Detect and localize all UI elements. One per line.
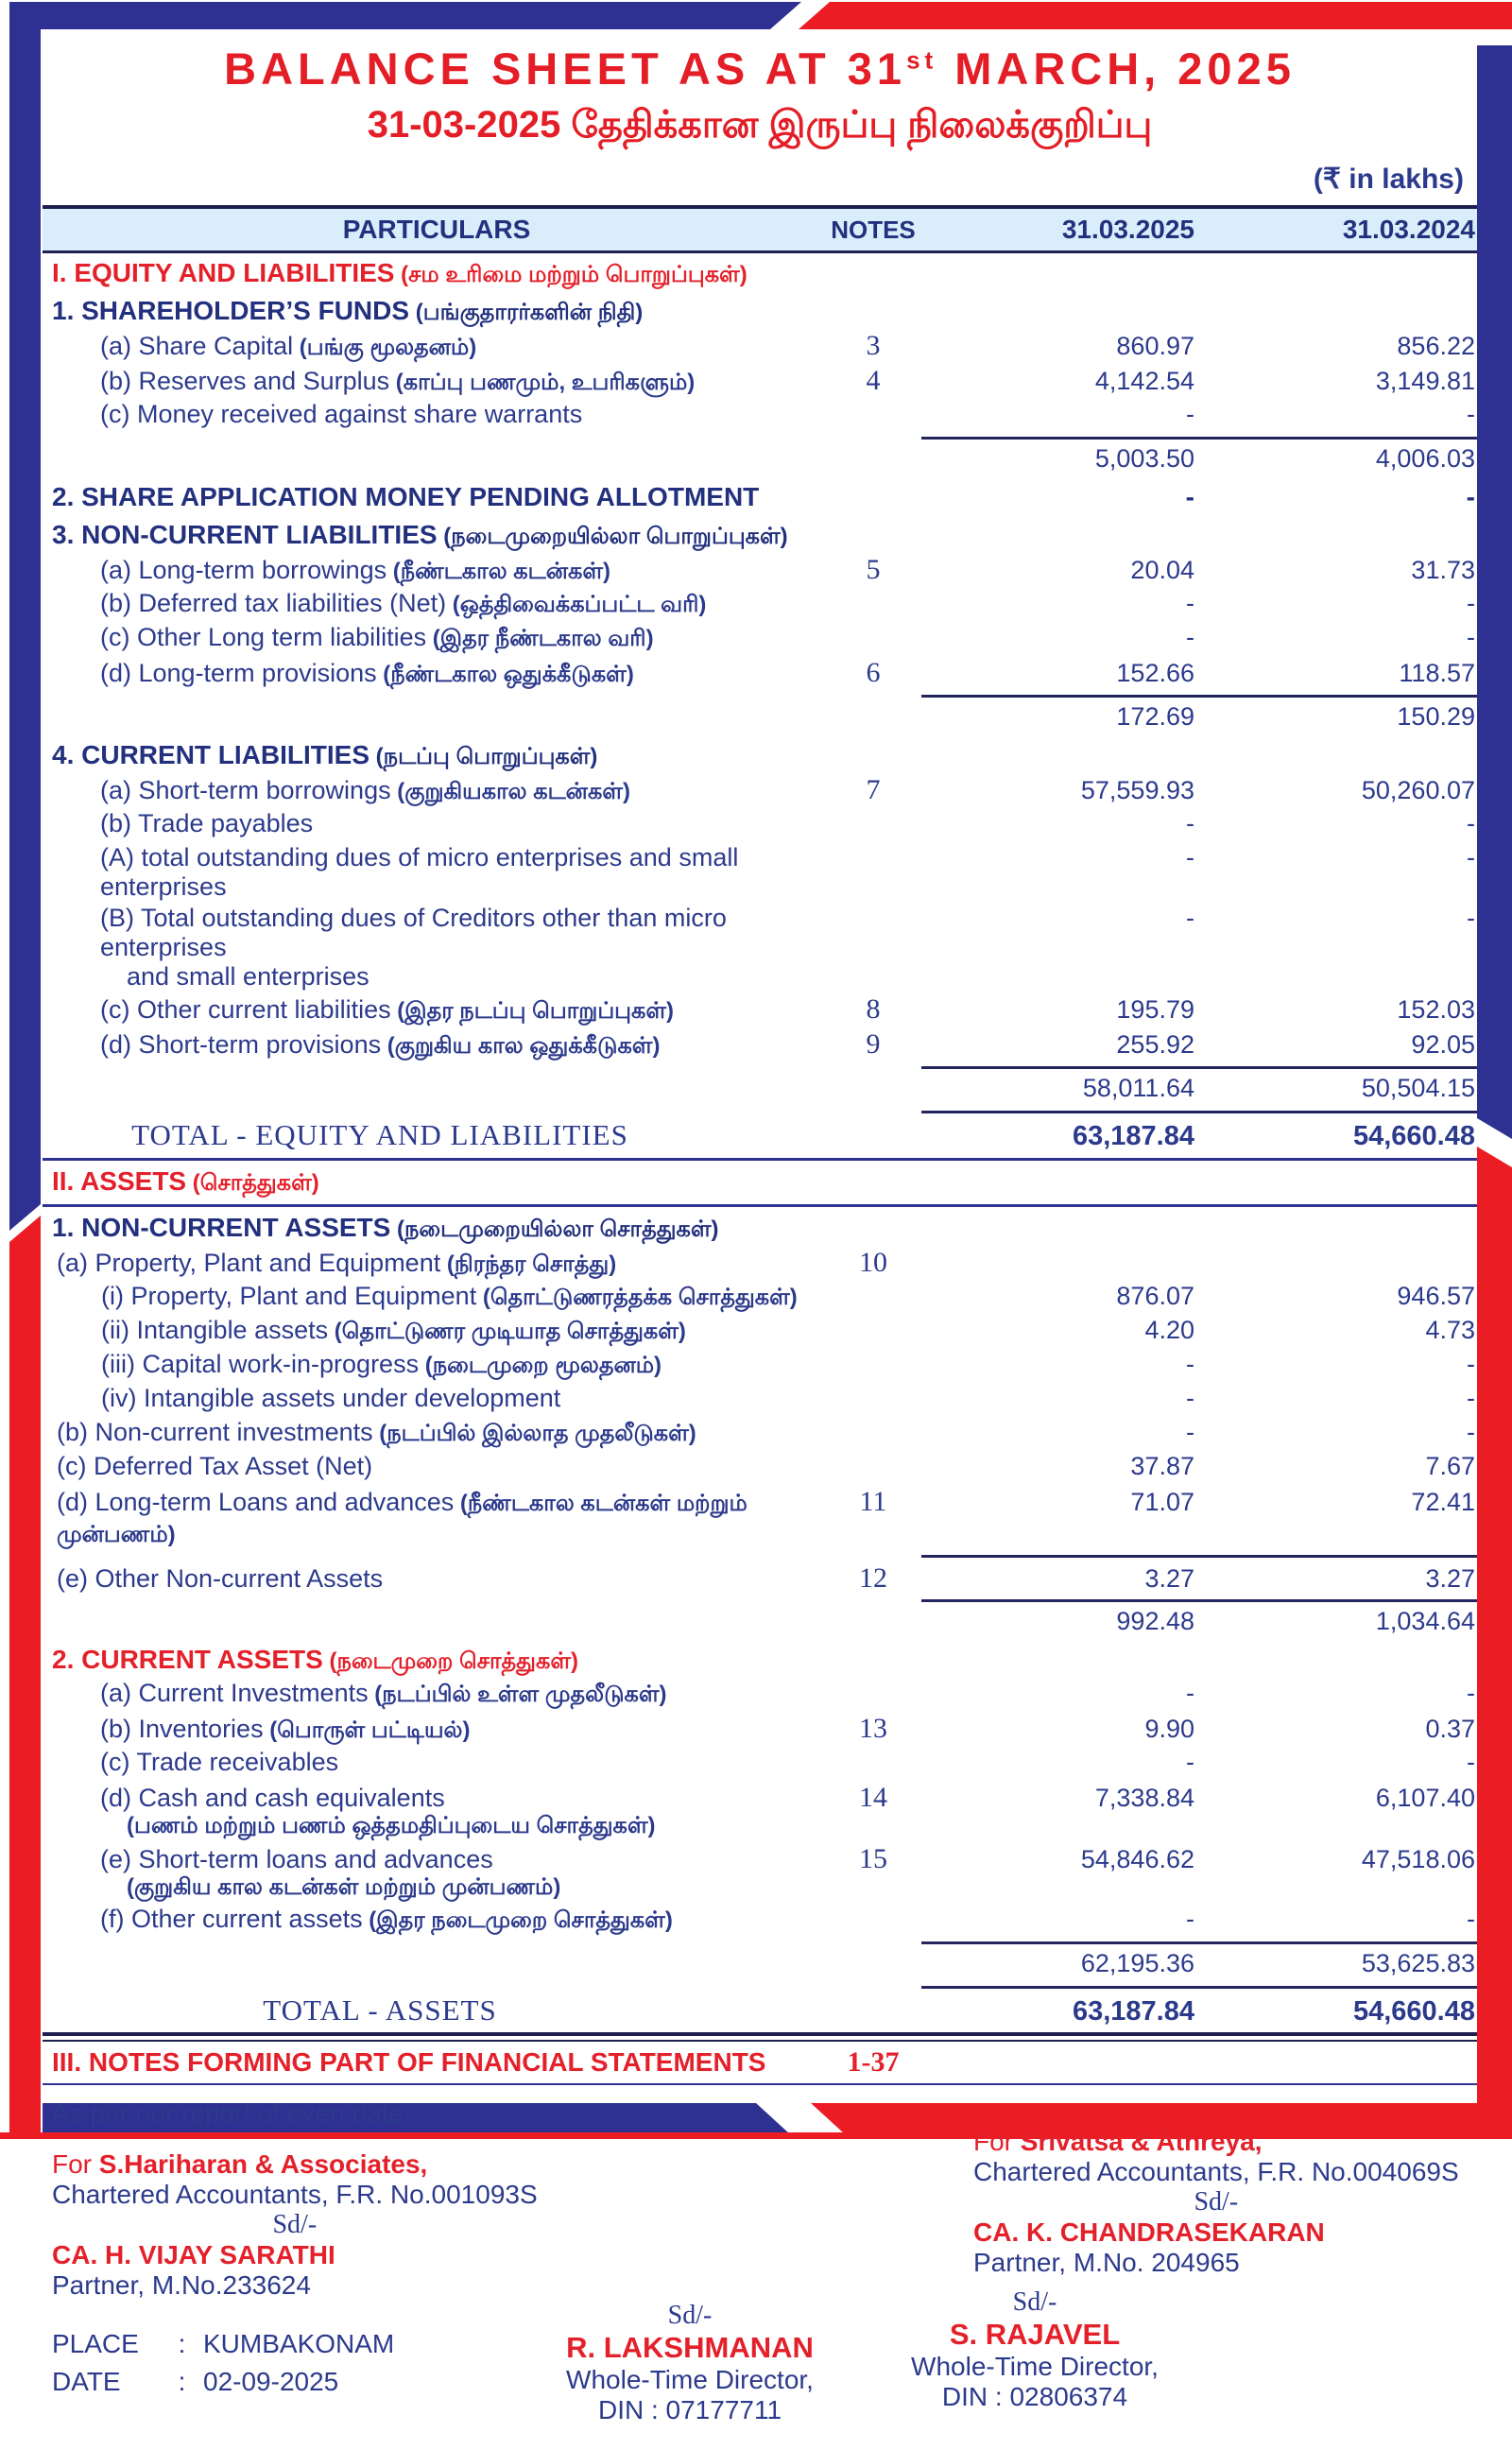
row-value-2024: - [1467, 400, 1475, 428]
place-date-block [52, 2329, 394, 2397]
row-value-2025: 5,003.50 [1094, 444, 1194, 473]
row-note-number: 3 [866, 330, 881, 361]
row-value-2025: - [1186, 809, 1194, 837]
row-value-2025: 71.07 [1130, 1488, 1194, 1516]
row-label: 4. CURRENT LIABILITIES (நடப்பு பொறுப்புகள்) [52, 740, 598, 769]
top-left-navy-band [9, 2, 801, 29]
table-row [43, 1606, 1477, 1640]
row-label: (c) Money received against share warrants [100, 400, 583, 428]
firm-details: Chartered Accountants, F.R. No.004069S [973, 2157, 1459, 2186]
table-header-row [43, 205, 1477, 253]
page-title-tamil: 31-03-2025 தேதிக்கான இருப்பு நிலைக்குறிப்பு [367, 104, 1153, 146]
right-navy-border [1477, 45, 1512, 1139]
date-label: DATE [52, 2367, 121, 2396]
place-value: KUMBAKONAM [203, 2329, 395, 2358]
director-role: Whole-Time Director, [911, 2352, 1159, 2381]
top-right-red-band [799, 2, 1512, 29]
row-value-2024: 4,006.03 [1375, 444, 1475, 473]
row-value-2025: 992.48 [1116, 1607, 1194, 1635]
row-value-2025: 152.66 [1116, 659, 1194, 687]
row-label: I. EQUITY AND LIABILITIES (சம உரிமை மற்றும் பொறுப்புகள்) [52, 258, 747, 287]
auditor-name: CA. H. VIJAY SARATHI [52, 2240, 335, 2269]
row-value-2025: - [1186, 1905, 1194, 1933]
page-title: BALANCE SHEET AS AT 31st MARCH, 2025 [224, 43, 1296, 94]
row-value-2025: 3.27 [1144, 1564, 1194, 1593]
table-row [43, 1383, 1477, 1417]
signature-placeholder: Sd/- [1194, 2187, 1239, 2217]
row-label: (ii) Intangible assets (தொட்டுணர முடியாத சொத்துகள்) [101, 1316, 686, 1344]
director-block-right [846, 2287, 1224, 2412]
auditor-role: Partner, M.No. 204965 [973, 2248, 1240, 2277]
row-value-2025: 9.90 [1144, 1715, 1194, 1743]
row-label: (c) Deferred Tax Asset (Net) [57, 1452, 373, 1480]
row-value-2024: 4.73 [1425, 1316, 1475, 1344]
table-row [43, 295, 1477, 329]
horizontal-rule [921, 1066, 1477, 1069]
table-row [43, 1747, 1477, 1781]
left-red-border [9, 1216, 41, 2134]
row-label: (b) Trade payables [100, 809, 314, 837]
horizontal-rule [921, 1555, 1477, 1558]
table-row [43, 1451, 1477, 1485]
row-label: (b) Non-current investments (நடப்பில் இல்லாத முதலீடுகள்) [57, 1418, 696, 1446]
row-label: (A) total outstanding dues of micro enterprises and small enterprises [100, 843, 739, 901]
row-label: (iii) Capital work-in-progress (நடைமுறை மூலதனம்) [101, 1350, 662, 1378]
row-label: (b) Deferred tax liabilities (Net) (ஒத்திவைக்கப்பட்ட வரி) [100, 589, 707, 617]
row-note-number: 8 [866, 993, 881, 1025]
row-label: (d) Short-term provisions (குறுகிய கால ஒதுக்கீடுகள்) [100, 1030, 661, 1059]
row-label: (a) Long-term borrowings (நீண்டகால கடன்கள்) [100, 556, 611, 584]
horizontal-rule [921, 695, 1477, 698]
table-row [43, 1246, 1477, 1281]
place-row [52, 2329, 394, 2359]
row-value-2025: - [1186, 904, 1194, 932]
row-note-number: 7 [866, 774, 881, 805]
row-value-2024: 3,149.81 [1375, 367, 1475, 395]
row-value-2024: 50,504.15 [1361, 1074, 1475, 1102]
horizontal-rule [43, 1158, 1477, 1161]
row-value-2024: 47,518.06 [1361, 1845, 1475, 1873]
row-value-2024: - [1467, 1748, 1475, 1776]
row-label: (f) Other current assets (இதர நடைமுறை சொத்துகள்) [100, 1905, 673, 1933]
row-note-number: 4 [866, 365, 881, 396]
horizontal-rule [921, 437, 1477, 440]
firm-name: For Srivatsa & Athreya, [973, 2127, 1263, 2156]
row-value-2025: 4.20 [1144, 1316, 1194, 1344]
row-value-2025: 54,846.62 [1080, 1845, 1194, 1873]
report-note: As per our report of even date. [52, 2098, 411, 2128]
row-value-2024: 7.67 [1425, 1452, 1475, 1480]
row-value-2024: 3.27 [1425, 1564, 1475, 1593]
row-note-number: 15 [859, 1843, 887, 1874]
row-value-2025: 7,338.84 [1094, 1784, 1194, 1812]
table-row [43, 992, 1477, 1027]
row-value-2025: 63,187.84 [1072, 1121, 1194, 1151]
table-row [43, 329, 1477, 364]
horizontal-rule [921, 1941, 1477, 1944]
row-value-2024: 54,660.48 [1352, 1121, 1475, 1151]
table-row [43, 1315, 1477, 1349]
row-label: (d) Cash and cash equivalents (பணம் மற்றும் பணம் ஒத்தமதிப்புடைய சொத்துகள்) [100, 1784, 656, 1838]
row-value-2024: - [1467, 809, 1475, 837]
row-value-2024: 150.29 [1397, 702, 1475, 731]
row-value-2024: 92.05 [1411, 1030, 1475, 1059]
balance-sheet-table [43, 205, 1477, 2085]
row-value-2025: 4,142.54 [1094, 367, 1194, 395]
row-note-number: 5 [866, 554, 881, 585]
row-label: (a) Current Investments (நடப்பில் உள்ள முதலீடுகள்) [100, 1679, 667, 1707]
row-label: III. NOTES FORMING PART OF FINANCIAL STATEMENTS [52, 2047, 766, 2077]
auditor-firm-left [52, 2149, 538, 2301]
row-value-2025: 20.04 [1130, 556, 1194, 584]
row-label: (d) Long-term provisions (நீண்டகால ஒதுக்கீடுகள்) [100, 659, 634, 687]
row-note-number: 6 [866, 657, 881, 688]
signature-placeholder: Sd/- [272, 2210, 318, 2239]
table-row [43, 903, 1477, 992]
row-label: 2. SHARE APPLICATION MONEY PENDING ALLOTMENT [52, 482, 760, 511]
date-colon: : [178, 2367, 186, 2396]
row-value-2025: 58,011.64 [1082, 1074, 1194, 1102]
table-row [43, 773, 1477, 808]
horizontal-rule [43, 1204, 1477, 1207]
table-row [43, 1781, 1477, 1842]
row-label: (a) Short-term borrowings (குறுகியகால கடன்கள்) [100, 776, 630, 804]
title-block [43, 29, 1477, 196]
header-notes: NOTES [831, 215, 916, 244]
table-row [43, 739, 1477, 773]
currency-units-label: (₹ in lakhs) [1313, 164, 1464, 195]
table-row [43, 588, 1477, 622]
row-value-2025: - [1186, 1350, 1194, 1378]
right-red-border [1477, 1147, 1512, 2134]
table-row [43, 553, 1477, 588]
auditor-firm-right [973, 2127, 1459, 2278]
table-row [43, 257, 1477, 291]
row-label: 3. NON-CURRENT LIABILITIES (நடைமுறையில்லா பொறுப்புகள்) [52, 520, 788, 549]
row-label: (c) Other Long term liabilities (இதர நீண்டகால வரி) [100, 623, 654, 651]
row-value-2024: - [1467, 1384, 1475, 1412]
row-label: (e) Other Non-current Assets [57, 1564, 384, 1593]
row-value-2024: - [1467, 1905, 1475, 1933]
row-value-2025: 57,559.93 [1080, 776, 1194, 804]
table-row [43, 481, 1477, 515]
table-row [43, 519, 1477, 553]
row-value-2025: 172.69 [1116, 702, 1194, 731]
row-value-2024: - [1467, 1679, 1475, 1707]
table-row [43, 1485, 1477, 1551]
table-row [43, 1644, 1477, 1678]
row-value-2024: 50,260.07 [1361, 776, 1475, 804]
table-row [43, 1561, 1477, 1596]
table-row [43, 1948, 1477, 1982]
left-navy-border [9, 2, 41, 1231]
row-label: (b) Reserves and Surplus (காப்பு பணமும், உபரிகளும்) [100, 367, 696, 395]
row-value-2025: - [1186, 1748, 1194, 1776]
date-row [52, 2367, 394, 2397]
row-note-number: 1-37 [847, 2046, 900, 2078]
director-block-center [491, 2301, 888, 2425]
director-name: R. LAKSHMANAN [566, 2331, 814, 2364]
row-label: (c) Other current liabilities (இதர நடப்பு பொறுப்புகள்) [100, 995, 675, 1024]
table-row [43, 1993, 1477, 2028]
director-name: S. RAJAVEL [949, 2318, 1121, 2351]
table-row [43, 1212, 1477, 1246]
row-value-2024: 6,107.40 [1375, 1784, 1475, 1812]
row-value-2025: - [1186, 400, 1194, 428]
auditor-role: Partner, M.No.233624 [52, 2270, 311, 2300]
row-value-2025: 195.79 [1116, 995, 1194, 1024]
horizontal-rule [921, 1111, 1477, 1113]
signature-placeholder: Sd/- [667, 2301, 713, 2330]
row-label: (d) Long-term Loans and advances (நீண்டகால கடன்கள் மற்றும் முன்பணம்) [57, 1488, 747, 1547]
row-value-2024: - [1466, 482, 1475, 511]
row-value-2024: 54,660.48 [1352, 1996, 1475, 2027]
row-value-2025: 63,187.84 [1072, 1996, 1194, 2027]
row-label: 2. CURRENT ASSETS (நடைமுறை சொத்துகள்) [52, 1645, 578, 1674]
firm-details: Chartered Accountants, F.R. No.001093S [52, 2180, 538, 2209]
row-value-2024: 946.57 [1397, 1282, 1475, 1310]
row-value-2024: 0.37 [1425, 1715, 1475, 1743]
row-value-2025: - [1186, 1418, 1194, 1446]
table-row [43, 1117, 1477, 1153]
table-row [43, 656, 1477, 691]
row-note-number: 10 [859, 1247, 887, 1278]
row-value-2024: - [1467, 589, 1475, 617]
signature-section [43, 2091, 1477, 2450]
row-label: (b) Inventories (பொருள் பட்டியல்) [100, 1715, 471, 1743]
table-row [43, 2045, 1477, 2079]
row-value-2024: 118.57 [1399, 659, 1475, 687]
auditor-name: CA. K. CHANDRASEKARAN [973, 2217, 1325, 2247]
row-note-number: 12 [859, 1562, 887, 1594]
page-content [43, 29, 1477, 2424]
place-colon: : [178, 2329, 186, 2358]
row-note-number: 14 [859, 1782, 887, 1813]
date-value: 02-09-2025 [203, 2367, 339, 2396]
director-role: Whole-Time Director, [566, 2365, 814, 2394]
row-label: (a) Property, Plant and Equipment (நிரந்தர சொத்து) [57, 1249, 617, 1277]
row-value-2024: - [1467, 623, 1475, 651]
row-label: 1. SHAREHOLDER’S FUNDS (பங்குதாரர்களின் நிதி) [52, 296, 644, 325]
row-value-2025: - [1185, 482, 1194, 511]
table-row [43, 622, 1477, 656]
table-row [43, 1904, 1477, 1938]
place-label: PLACE [52, 2329, 139, 2358]
row-value-2024: 1,034.64 [1375, 1607, 1475, 1635]
table-row [43, 808, 1477, 842]
header-particulars: PARTICULARS [342, 215, 531, 244]
row-label: II. ASSETS (சொத்துகள்) [52, 1166, 319, 1196]
firm-name: For S.Hariharan & Associates, [52, 2149, 428, 2179]
row-value-2025: 255.92 [1116, 1030, 1194, 1059]
table-row [43, 364, 1477, 399]
table-row [43, 399, 1477, 433]
table-row [43, 1417, 1477, 1451]
table-row [43, 842, 1477, 903]
row-value-2025: - [1186, 623, 1194, 651]
row-label: 1. NON-CURRENT ASSETS (நடைமுறையில்லா சொத்துகள்) [52, 1213, 719, 1242]
row-value-2025: 37.87 [1130, 1452, 1194, 1480]
table-row [43, 701, 1477, 735]
row-label: (B) Total outstanding dues of Creditors other than micro enterprises and small enterprises [100, 904, 727, 991]
table-row [43, 1165, 1477, 1199]
table-row [43, 443, 1477, 477]
row-label: (i) Property, Plant and Equipment (தொட்டுணரத்தக்க சொத்துகள்) [101, 1282, 798, 1310]
table-row [43, 1027, 1477, 1062]
row-value-2024: 152.03 [1397, 995, 1475, 1024]
row-label: (a) Share Capital (பங்கு மூலதனம்) [100, 332, 477, 360]
row-value-2024: - [1467, 1418, 1475, 1446]
table-row [43, 1712, 1477, 1747]
row-note-number: 11 [859, 1486, 887, 1517]
row-note-number: 13 [859, 1713, 887, 1744]
row-label: (e) Short-term loans and advances (குறுகிய கால கடன்கள் மற்றும் முன்பணம்) [100, 1845, 561, 1900]
row-value-2025: - [1186, 589, 1194, 617]
header-col-2025: 31.03.2025 [1061, 215, 1194, 244]
row-label: TOTAL - EQUITY AND LIABILITIES [131, 1118, 628, 1151]
row-value-2025: 876.07 [1116, 1282, 1194, 1310]
director-din: DIN : 02806374 [941, 2382, 1128, 2411]
row-note-number: 9 [866, 1028, 881, 1060]
horizontal-rule [921, 1599, 1477, 1602]
table-row [43, 1678, 1477, 1712]
row-label: (iv) Intangible assets under development [101, 1384, 561, 1412]
row-value-2025: 62,195.36 [1080, 1949, 1194, 1977]
horizontal-rule [43, 2032, 1477, 2042]
row-value-2024: 53,625.83 [1361, 1949, 1475, 1977]
row-value-2024: - [1467, 1350, 1475, 1378]
horizontal-rule [43, 2083, 1477, 2085]
table-row [43, 1281, 1477, 1315]
row-value-2025: - [1186, 1679, 1194, 1707]
table-row [43, 1349, 1477, 1383]
row-value-2024: - [1467, 904, 1475, 932]
table-row [43, 1842, 1477, 1904]
row-value-2025: - [1186, 843, 1194, 871]
row-value-2024: 856.22 [1397, 332, 1475, 360]
header-col-2024: 31.03.2024 [1342, 215, 1475, 244]
row-value-2024: 31.73 [1411, 556, 1475, 584]
director-din: DIN : 07177711 [597, 2395, 782, 2424]
row-value-2025: - [1186, 1384, 1194, 1412]
row-label: (c) Trade receivables [100, 1748, 339, 1776]
row-value-2024: 72.41 [1411, 1488, 1475, 1516]
row-value-2024: - [1467, 843, 1475, 871]
row-value-2025: 860.97 [1116, 332, 1194, 360]
signature-placeholder: Sd/- [1012, 2287, 1057, 2317]
horizontal-rule [921, 1986, 1477, 1989]
balance-sheet-rows [43, 257, 1477, 2085]
row-label: TOTAL - ASSETS [263, 1993, 497, 2027]
table-row [43, 1073, 1477, 1107]
